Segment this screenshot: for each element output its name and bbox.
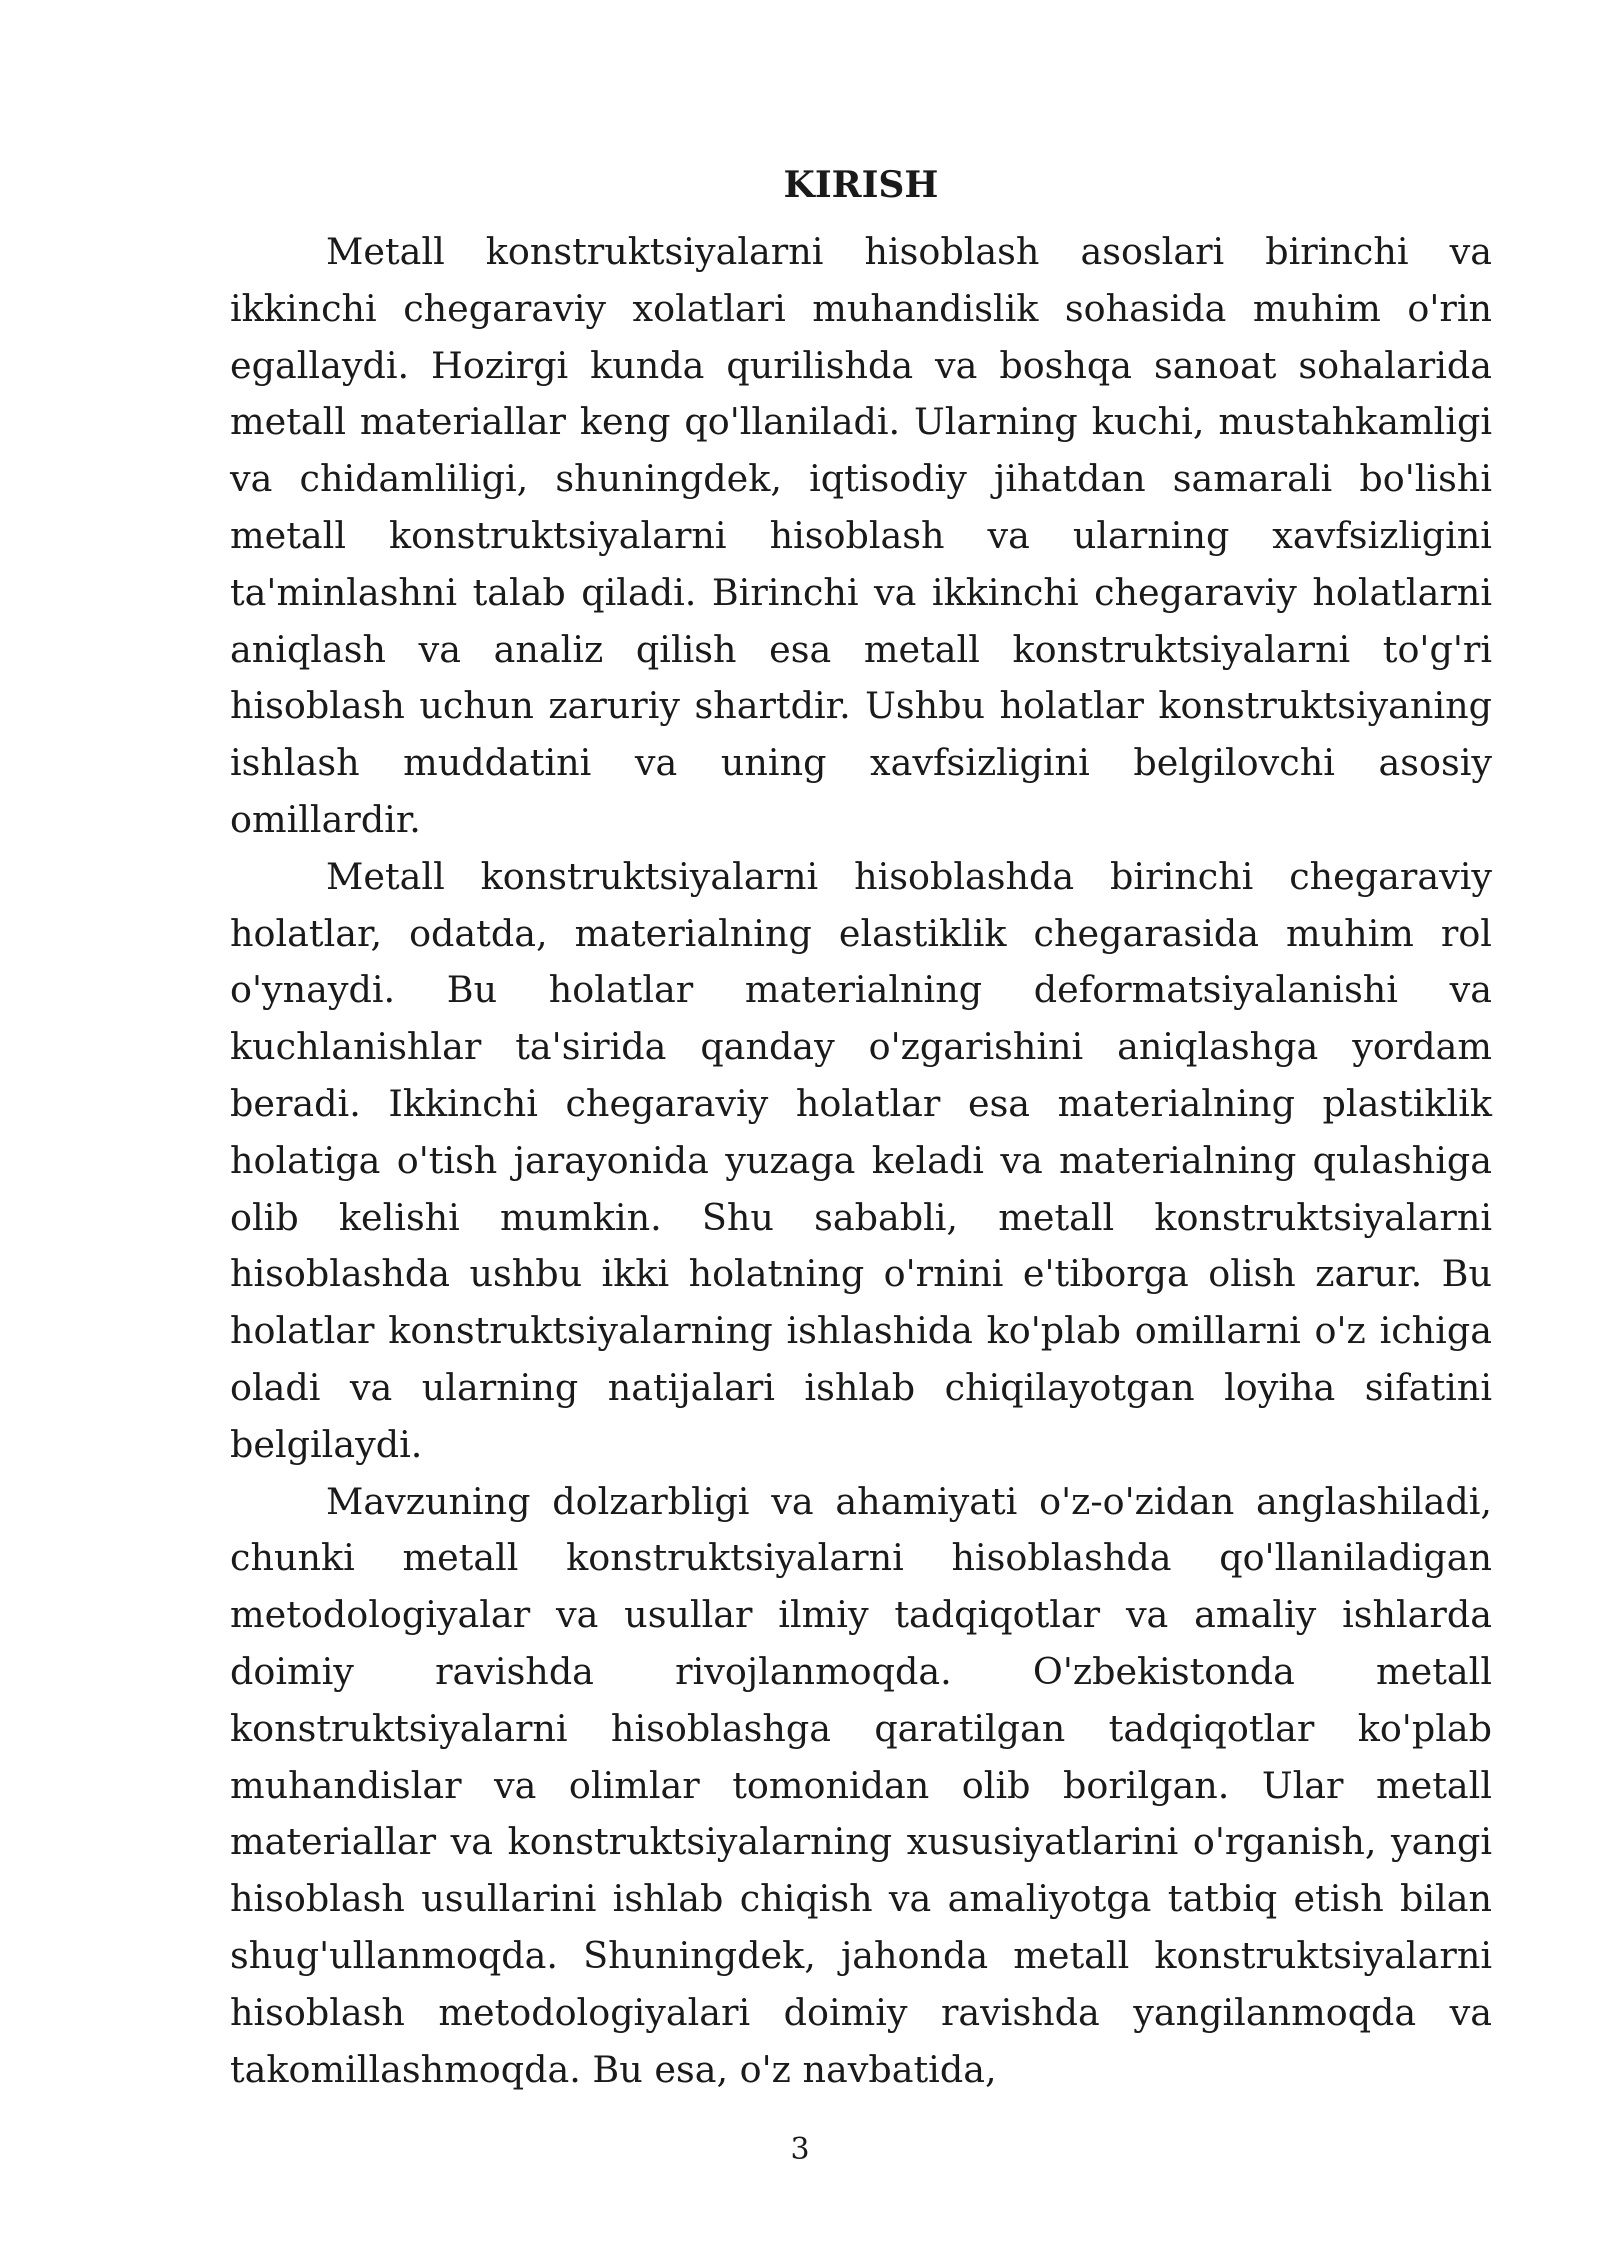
paragraph-1: Metall konstruktsiyalarni hisoblash asoslari birinchi va ikkinchi chegaraviy xolatlari muhandislik sohasida muhim o'rin egallaydi. Hozirgi kunda qurilishda va boshqa sanoat sohalarida metall materiallar keng qo'llaniladi. Ularning kuchi, mustahkamligi va chidamliligi, shuningdek, iqtisodiy jihatdan samarali bo'lishi metall konstruktsiyalarni hisoblash va ularning xavfsizligini ta'minlashni talab qiladi. Birinchi va ikkinchi chegaraviy holatlarni aniqlash va analiz qilish esa metall konstruktsiyalarni to'g'ri hisoblash uchun zaruriy shartdir. Ushbu holatlar konstruktsiyaning ishlash muddatini va uning xavfsizligini belgilovchi asosiy omillardir. [230, 230, 1492, 841]
section-heading: KIRISH [783, 164, 939, 206]
paragraph-2: Metall konstruktsiyalarni hisoblashda birinchi chegaraviy holatlar, odatda, materialning elastiklik chegarasida muhim rol o'ynaydi. Bu holatlar materialning deformatsiyalanishi va kuchlanishlar ta'sirida qanday o'zgarishini aniqlashga yordam beradi. Ikkinchi chegaraviy holatlar esa materialning plastiklik holatiga o'tish jarayonida yuzaga keladi va materialning qulashiga olib kelishi mumkin. Shu sababli, metall konstruktsiyalarni hisoblashda ushbu ikki holatning o'rnini e'tiborga olish zarur. Bu holatlar konstruktsiyalarning ishlashida ko'plab omillarni o'z ichiga oladi va ularning natijalari ishlab chiqilayotgan loyiha sifatini belgilaydi. [230, 854, 1492, 1466]
paragraph-3: Mavzuning dolzarbligi va ahamiyati o'z-o'zidan anglashiladi, chunki metall konstruktsiyalarni hisoblashda qo'llaniladigan metodologiyalar va usullar ilmiy tadqiqotlar va amaliy ishlarda doimiy ravishda rivojlanmoqda. O'zbekistonda metall konstruktsiyalarni hisoblashga qaratilgan tadqiqotlar ko'plab muhandislar va olimlar tomonidan olib borilgan. Ular metall materiallar va konstruktsiyalarning xususiyatlarini o'rganish, yangi hisoblash usullarini ishlab chiqish va amaliyotga tatbiq etish bilan shug'ullanmoqda. Shuningdek, jahonda metall konstruktsiyalarni hisoblash metodologiyalari doimiy ravishda yangilanmoqda va takomillashmoqda. Bu esa, o'z navbatida, [230, 1479, 1492, 2091]
page-number: 3 [790, 2132, 810, 2167]
page-content [230, 160, 1492, 2098]
